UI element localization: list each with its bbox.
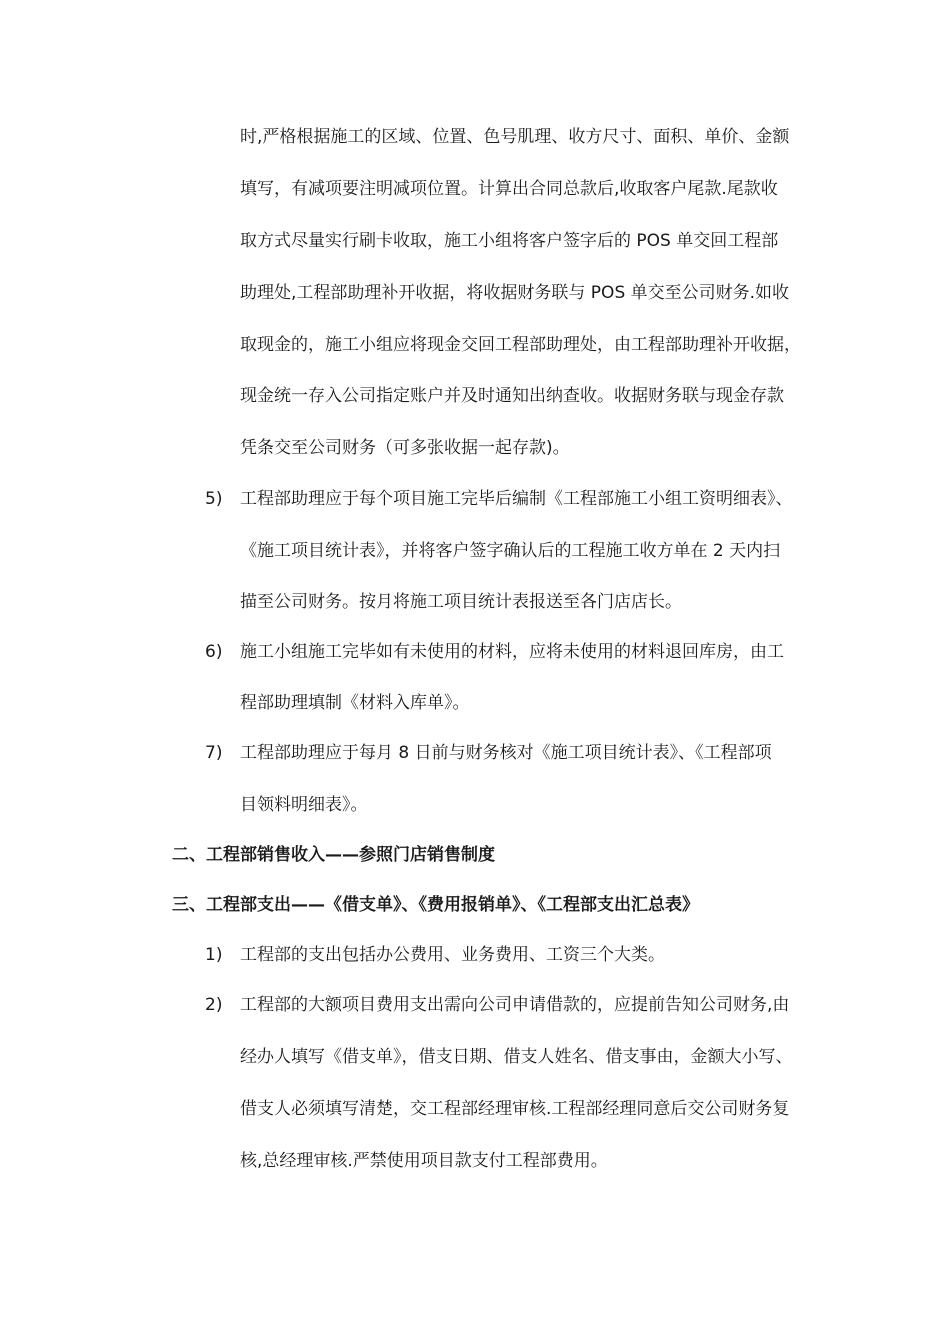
paragraph-line: 凭条交至公司财务（可多张收据一起存款)。 [240,438,570,458]
paragraph-line: 填写，有减项要注明减项位置。计算出合同总款后,收取客户尾款.尾款收 [240,179,778,199]
list-item-line: 程部助理填制《材料入库单》。 [240,693,470,713]
paragraph-line: 取现金的，施工小组应将现金交回工程部助理处，由工程部助理补开收据， [240,335,801,355]
section-heading: 三、工程部支出——《借支单》、《费用报销单》、《工程部支出汇总表》 [172,895,699,915]
list-item-line: 工程部助理应于每月 8 日前与财务核对《施工项目统计表》、《工程部项 [240,743,772,763]
list-item-line: 施工小组施工完毕如有未使用的材料，应将未使用的材料退回库房，由工 [240,642,784,662]
list-item-number: 5) [205,489,223,509]
list-item-line: 《施工项目统计表》，并将客户签字确认后的工程施工收方单在 2 天内扫 [240,541,781,561]
paragraph-line: 取方式尽量实行刷卡收取，施工小组将客户签字后的 POS 单交回工程部 [240,231,779,251]
list-item-number: 6) [205,642,223,662]
list-item-line: 描至公司财务。按月将施工项目统计表报送至各门店店长。 [240,592,682,612]
list-item-line: 借支人必须填写清楚，交工程部经理审核.工程部经理同意后交公司财务复 [240,1099,790,1119]
list-item-line: 核,总经理审核.严禁使用项目款支付工程部费用。 [240,1151,608,1171]
section-heading: 二、工程部销售收入——参照门店销售制度 [172,845,495,865]
list-item-line: 工程部的大额项目费用支出需向公司申请借款的，应提前告知公司财务,由 [240,995,790,1015]
paragraph-line: 现金统一存入公司指定账户并及时通知出纳查收。收据财务联与现金存款 [240,386,784,406]
list-item-line: 工程部助理应于每个项目施工完毕后编制《工程部施工小组工资明细表》、 [240,489,793,509]
paragraph-line: 助理处,工程部助理补开收据，将收据财务联与 POS 单交至公司财务.如收 [240,283,790,303]
list-item-line: 工程部的支出包括办公费用、业务费用、工资三个大类。 [240,945,665,965]
paragraph-line: 时,严格根据施工的区域、位置、色号肌理、收方尺寸、面积、单价、金额 [240,127,790,147]
list-item-line: 经办人填写《借支单》，借支日期、借支人姓名、借支事由，金额大小写、 [240,1047,793,1067]
list-item-number: 7) [205,743,223,763]
list-item-number: 2) [205,995,223,1015]
list-item-line: 目领料明细表》。 [240,795,368,815]
list-item-number: 1) [205,945,223,965]
